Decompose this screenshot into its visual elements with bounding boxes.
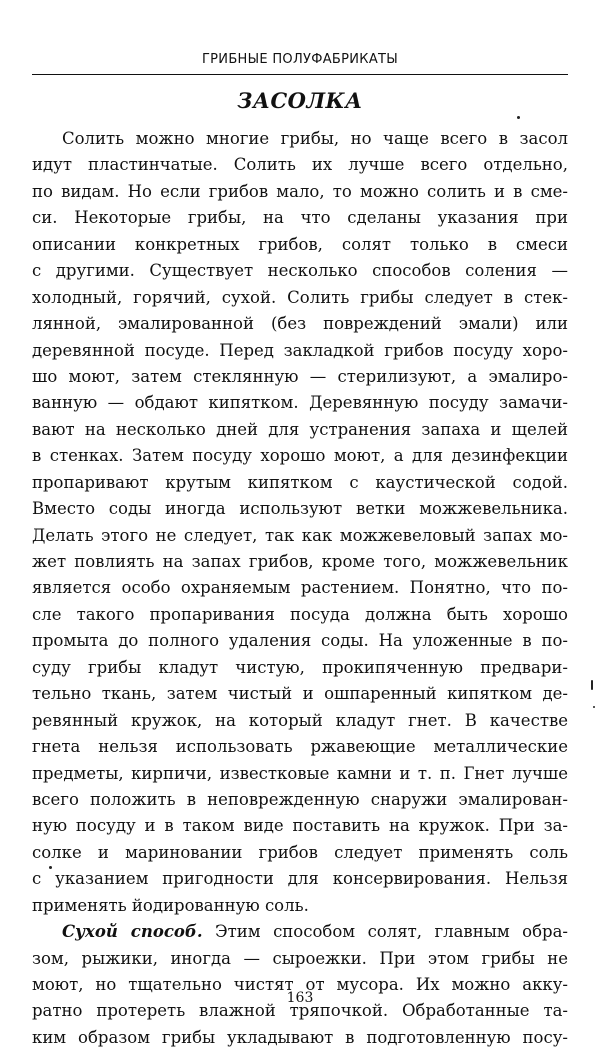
text-line: деревянной посуде. Перед закладкой грибов посуду хоро- <box>32 340 568 360</box>
text-line: промыта до полного удаления соды. На уложенные в по- <box>32 631 568 651</box>
scan-speck <box>517 116 520 119</box>
text-line: описании конкретных грибов, солят только в смеси <box>32 234 568 254</box>
text-line: лянной, эмалированной (без повреждений эмали) или <box>32 314 568 334</box>
text-line: тельно ткань, затем чистый и ошпаренный кипятком де- <box>32 684 568 704</box>
section-title: ЗАСОЛКА <box>237 88 363 113</box>
text-line: идут пластинчатые. Солить их лучше всего отдельно, <box>32 155 568 175</box>
text-line: шо моют, затем стеклянную — стерилизуют, а эмалиро- <box>32 366 568 386</box>
text-line: Делать этого не следует, так как можжевеловый запах мо- <box>32 525 568 545</box>
text-line: Солить можно многие грибы, но чаще всего в засол <box>62 129 568 148</box>
text-line: с другими. Существует несколько способов соления — <box>32 261 568 281</box>
scan-speck <box>49 866 52 869</box>
text-line: холодный, горячий, сухой. Солить грибы следует в стек- <box>32 287 568 307</box>
text-line: сле такого пропаривания посуда должна быть хорошо <box>32 604 568 624</box>
text-line: Вместо соды иногда используют ветки можжевельника. <box>32 499 568 519</box>
text-line: гнета нельзя использовать ржавеющие металлические <box>32 737 568 757</box>
text-line: по видам. Но если грибов мало, то можно солить и в сме- <box>32 181 568 201</box>
text-line: ратно протереть влажной тряпочкой. Обработанные та- <box>32 1001 568 1021</box>
body-text <box>32 126 568 1051</box>
running-head: ГРИБНЫЕ ПОЛУФАБРИКАТЫ <box>201 52 399 67</box>
text-line: с указанием пригодности для консервирования. Нельзя <box>32 869 568 889</box>
text-line: ким образом грибы укладывают в подготовленную посу- <box>32 1027 568 1047</box>
text-run: Этим способом солят, главным обра- <box>202 922 568 942</box>
text-line: ревянный кружок, на который кладут гнет. В качестве <box>32 710 568 730</box>
text-line: ванную — обдают кипятком. Деревянную посуду замачи- <box>32 393 568 413</box>
scan-speck <box>593 706 595 708</box>
text-line <box>32 919 568 945</box>
runin-heading: Сухой способ. <box>62 922 203 942</box>
text-line: в стенках. Затем посуду хорошо моют, а для дезинфекции <box>32 446 568 466</box>
header-rule <box>32 74 568 75</box>
text-line: всего положить в неповрежденную снаружи эмалирован- <box>32 789 568 809</box>
text-line: солке и мариновании грибов следует применять соль <box>32 842 568 862</box>
text-line: суду грибы кладут чистую, прокипяченную предвари- <box>32 657 568 677</box>
text-line: си. Некоторые грибы, на что сделаны указания при <box>32 208 568 228</box>
text-line: применять йодированную соль. <box>32 895 309 915</box>
scan-speck <box>591 680 593 690</box>
text-line: предметы, кирпичи, известковые камни и т. п. Гнет лучше <box>32 763 568 783</box>
text-line: ную посуду и в таком виде поставить на кружок. При за- <box>32 816 568 836</box>
text-line: жет повлиять на запах грибов, кроме того, можжевельник <box>32 552 568 571</box>
page-number: 163 <box>286 990 314 1006</box>
text-line: пропаривают крутым кипятком с каустической содой. <box>32 472 568 492</box>
text-line: моют, но тщательно чистят от мусора. Их можно акку- <box>32 975 568 994</box>
text-line: зом, рыжики, иногда — сыроежки. При этом грибы не <box>32 948 568 968</box>
text-line: вают на несколько дней для устранения запаха и щелей <box>32 419 568 439</box>
text-line: является особо охраняемым растением. Понятно, что по- <box>32 578 568 598</box>
